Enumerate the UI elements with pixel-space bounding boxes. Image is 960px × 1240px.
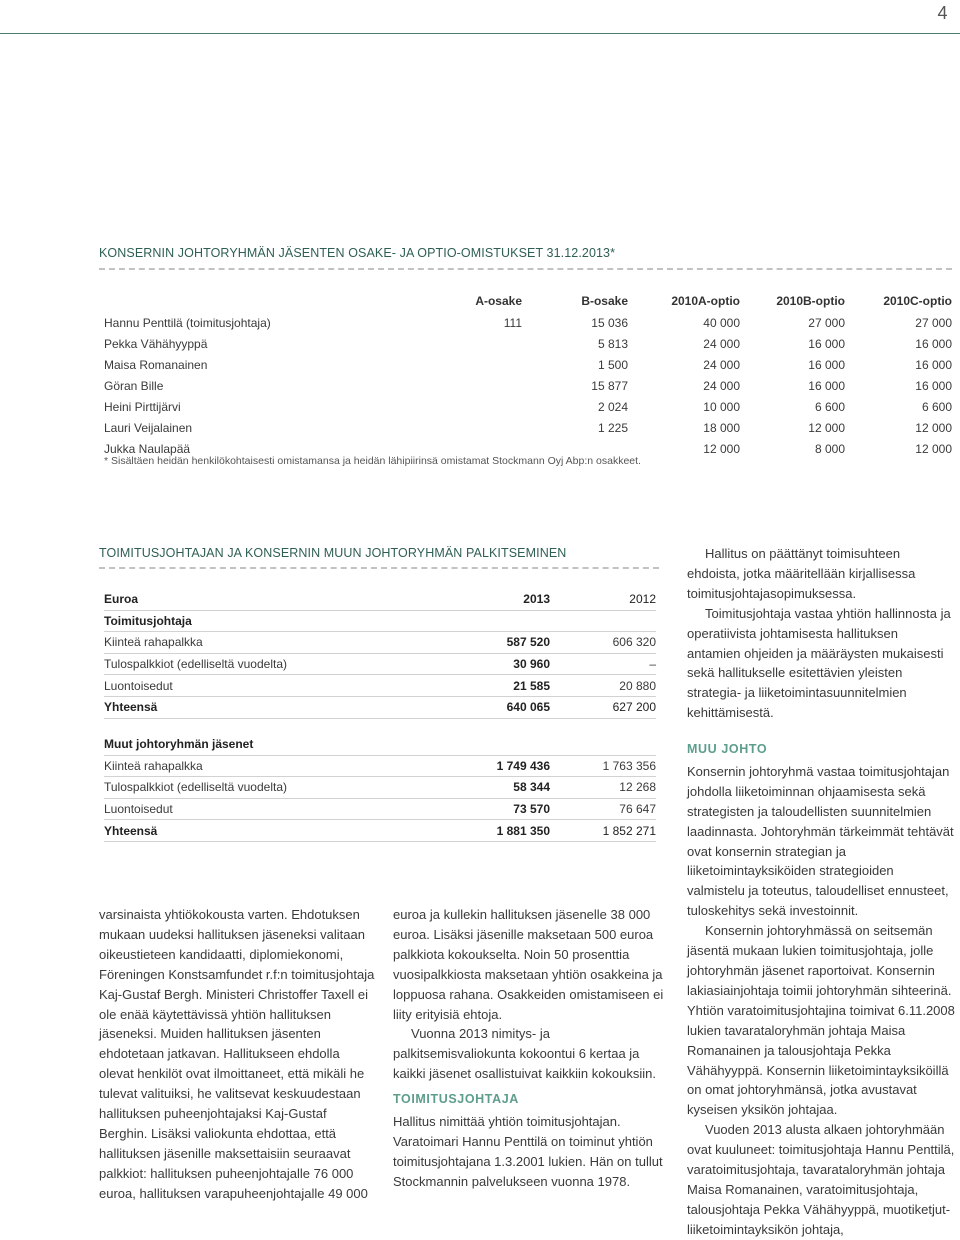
paragraph: Vuoden 2013 alusta alkaen johtoryhmään ovat kuuluneet: toimitusjohtaja Hannu Penttilä, varatoimitusjohtaja, tavarataloryhmän johtaja Maisa Romanainen, varatoimitusjohtaja, talousjohtaja Pekka Vähähyyppä, muotiketjut-liiketoimintayksikön johtaja, [687, 1122, 955, 1237]
cell-value: 10 000 [703, 399, 740, 414]
value-2012: 627 200 [550, 696, 656, 718]
person-name: Göran Bille [104, 378, 164, 393]
cell-value: 16 000 [808, 336, 845, 351]
section-subheading: TOIMITUSJOHTAJA [393, 1092, 519, 1107]
row-label: Tulospalkkiot (edelliseltä vuodelta) [104, 777, 450, 799]
cell-value: 8 000 [814, 441, 845, 456]
cell-value: 111 [503, 315, 522, 330]
cell-value [404, 396, 522, 417]
person-name: Hannu Penttilä (toimitusjohtaja) [104, 315, 271, 330]
table-row [104, 653, 656, 675]
value-2013 [450, 734, 550, 755]
cell-value [404, 417, 522, 438]
row-label: Toimitusjohtaja [104, 610, 450, 632]
row-label: Yhteensä [104, 820, 450, 842]
column-header: 2010A-optio [671, 294, 740, 308]
cell-value: 16 000 [915, 336, 952, 351]
row-label: Luontoisedut [104, 798, 450, 820]
table-row [104, 312, 952, 333]
value-2012: 1 852 271 [550, 820, 656, 842]
value-2012: 76 647 [550, 798, 656, 820]
ownership-heading-divider [99, 268, 952, 270]
table-row [104, 675, 656, 697]
cell-value: 12 000 [808, 420, 845, 435]
value-2013: 21 585 [450, 675, 550, 697]
ownership-header-row [104, 290, 952, 312]
value-2012 [550, 734, 656, 755]
right-column-management [687, 734, 955, 1240]
ownership-heading: KONSERNIN JOHTORYHMÄN JÄSENTEN OSAKE- JA OPTIO-OMISTUKSET 31.12.2013* [99, 246, 616, 260]
cell-value: 24 000 [703, 357, 740, 372]
cell-value: 40 000 [703, 315, 740, 330]
cell-value: 15 036 [591, 315, 628, 330]
value-2013: 587 520 [450, 632, 550, 654]
value-2013: 58 344 [450, 777, 550, 799]
management-compensation-table [104, 734, 656, 842]
compensation-heading: TOIMITUSJOHTAJAN JA KONSERNIN MUUN JOHTORYHMÄN PALKITSEMINEN [99, 546, 567, 560]
cell-value: 27 000 [915, 315, 952, 330]
cell-value: 16 000 [808, 378, 845, 393]
paragraph: varsinaista yhtiökokousta varten. Ehdotuksen mukaan uudeksi hallituksen jäseneksi valitaan oikeustieteen kandidaatti, diplomiekonomi, Föreningen Konstsamfundet r.f:n toimitusjohtaja Kaj-Gustaf Bergh. Ministeri Christoffer Taxell ei ole enää käytettävissä yhtiön hallituksen jäseneksi. Muiden hallituksen jäsenten ehdotetaan jatkavan. Hallitukseen ehdolla olevat henkilöt ovat ilmoittaneet, että mikäli he tulevat valituiksi, he valitsevat keskuudestaan hallituksen puheenjohtajaksi Kaj-Gustaf Berghin. Lisäksi valiokunta ehdottaa, että hallituksen jäsenille maksettaisiin seuraavat palkkiot: hallituksen puheenjohtajalle 76 000 euroa, hallituksen varapuheenjohtajalle 49 000 [99, 907, 375, 1201]
value-2012: 20 880 [550, 675, 656, 697]
cell-value: 1 500 [597, 357, 628, 372]
value-2013: 640 065 [450, 696, 550, 718]
paragraph: Toimitusjohtaja vastaa yhtiön hallinnosta ja operatiivista johtamisesta hallituksen antamien ohjeiden ja määräysten mukaisesti sekä hallitukselle esitettävien yleisten strategia- ja liiketoimintasuunnitelmien kehittämisestä. [687, 605, 951, 721]
table-row [104, 589, 656, 610]
table-row [104, 417, 952, 438]
paragraph: euroa ja kullekin hallituksen jäsenelle 38 000 euroa. Lisäksi jäsenille maksetaan 500 euroa palkkiota kokoukselta. Noin 50 prosenttia vuosipalkkiosta maksetaan yhtiön osakkeina ja loppuosa rahana. Osakkeiden omistamiseen ei liity erityisiä ehtoja. [393, 907, 664, 1022]
table-row [104, 755, 656, 777]
value-2012: 12 268 [550, 777, 656, 799]
ceo-compensation-table [104, 589, 656, 719]
paragraph: Konsernin johtoryhmä vastaa toimitusjohtajan johdolla liiketoiminnan ohjaamisesta sekä strategisten ja taloudellisten suunnitelmien laadinnasta. Johtoryhmän tärkeimmät tehtävät ovat konsernin strategian ja liiketoimintayksiköiden strategioiden valmistelu ja toteutus, taloudelliset ennusteet, tuloskehitys sekä investoinnit. [687, 763, 954, 919]
cell-value: 15 877 [591, 378, 628, 393]
table-row [104, 375, 952, 396]
cell-value: 16 000 [915, 357, 952, 372]
row-label: Yhteensä [104, 696, 450, 718]
cell-value [404, 333, 522, 354]
cell-value: 16 000 [915, 378, 952, 393]
page-number: 4 [937, 3, 948, 23]
cell-value: 18 000 [703, 420, 740, 435]
cell-value: 24 000 [703, 378, 740, 393]
cell-value [404, 375, 522, 396]
value-2013: 30 960 [450, 653, 550, 675]
table-row [104, 734, 656, 755]
cell-value: 27 000 [808, 315, 845, 330]
row-label: Luontoisedut [104, 675, 450, 697]
cell-value: 5 813 [597, 336, 628, 351]
value-2012: 1 763 356 [550, 755, 656, 777]
value-2013: 2013 [450, 589, 550, 610]
paragraph: Vuonna 2013 nimitys- ja palkitsemisvaliokunta kokoontui 6 kertaa ja kaikki jäsenet osallistuivat kaikkiin kokouksiin. [393, 1026, 657, 1082]
row-label: Muut johtoryhmän jäsenet [104, 734, 450, 755]
table-row [104, 333, 952, 354]
table-row [104, 798, 656, 820]
value-2013: 1 749 436 [450, 755, 550, 777]
table-row [104, 396, 952, 417]
table-row [104, 610, 656, 632]
value-2013: 73 570 [450, 798, 550, 820]
paragraph: Konsernin johtoryhmässä on seitsemän jäsentä mukaan lukien toimitusjohtaja, jolle johtoryhmän jäsenet raportoivat. Konsernin lakiasiainjohtaja toimii johtoryhmän sihteerinä. Yhtiön varatoimitusjohtajina toimivat 6.11.2008 lukien tavarataloryhmän johtaja Maisa Romanainen ja talousjohtaja Pekka Vähähyyppä. Konsernin liiketoimintayksiköillä on omat johtoryhmänsä, jotka avustavat kyseisen yksikön johtajaa. [687, 923, 955, 1118]
column-header: 2010C-optio [883, 294, 952, 308]
value-2013 [450, 610, 550, 632]
left-column [99, 905, 375, 1204]
ownership-footnote: * Sisältäen heidän henkilökohtaisesti omistamansa ja heidän lähipiirinsä omistamat Stockmann Oyj Abp:n osakkeet. [104, 455, 641, 467]
row-label: Euroa [104, 589, 450, 610]
cell-value: 12 000 [703, 441, 740, 456]
middle-column [393, 905, 669, 1192]
cell-value: 12 000 [915, 441, 952, 456]
cell-value: 16 000 [808, 357, 845, 372]
person-name: Heini Pirttijärvi [104, 399, 181, 414]
cell-value: 2 024 [597, 399, 628, 414]
row-label: Kiinteä rahapalkka [104, 755, 450, 777]
paragraph: Hallitus on päättänyt toimisuhteen ehdoista, jotka määritellään kirjallisessa toimitusjohtajasopimuksessa. [687, 546, 916, 601]
person-name: Lauri Veijalainen [104, 420, 193, 435]
top-rule [0, 33, 960, 34]
column-header [104, 290, 404, 312]
cell-value: 6 600 [921, 399, 952, 414]
value-2012: 606 320 [550, 632, 656, 654]
right-column [687, 544, 955, 723]
value-2013: 1 881 350 [450, 820, 550, 842]
value-2012 [550, 610, 656, 632]
column-header: 2010B-optio [776, 294, 845, 308]
ownership-table [104, 290, 952, 459]
table-row [104, 820, 656, 842]
person-name: Pekka Vähähyyppä [104, 336, 208, 351]
row-label: Kiinteä rahapalkka [104, 632, 450, 654]
value-2012: 2012 [550, 589, 656, 610]
paragraph: Hallitus nimittää yhtiön toimitusjohtajan. Varatoimari Hannu Penttilä on toiminut yhtiön toimitusjohtajana 1.3.2001 lukien. Hän on tullut Stockmannin palvelukseen vuonna 1978. [393, 1114, 663, 1189]
row-label: Tulospalkkiot (edelliseltä vuodelta) [104, 653, 450, 675]
cell-value [404, 354, 522, 375]
compensation-heading-divider [99, 567, 659, 569]
section-subheading: MUU JOHTO [687, 742, 768, 756]
table-row [104, 632, 656, 654]
column-header: A-osake [475, 294, 522, 308]
person-name: Jukka Naulapää [104, 441, 191, 456]
table-row [104, 777, 656, 799]
cell-value: 1 225 [597, 420, 628, 435]
value-2012: – [550, 653, 656, 675]
column-header: B-osake [581, 294, 628, 308]
table-row [104, 696, 656, 718]
cell-value: 12 000 [915, 420, 952, 435]
table-row [104, 354, 952, 375]
cell-value: 24 000 [703, 336, 740, 351]
person-name: Maisa Romanainen [104, 357, 208, 372]
cell-value: 6 600 [814, 399, 845, 414]
